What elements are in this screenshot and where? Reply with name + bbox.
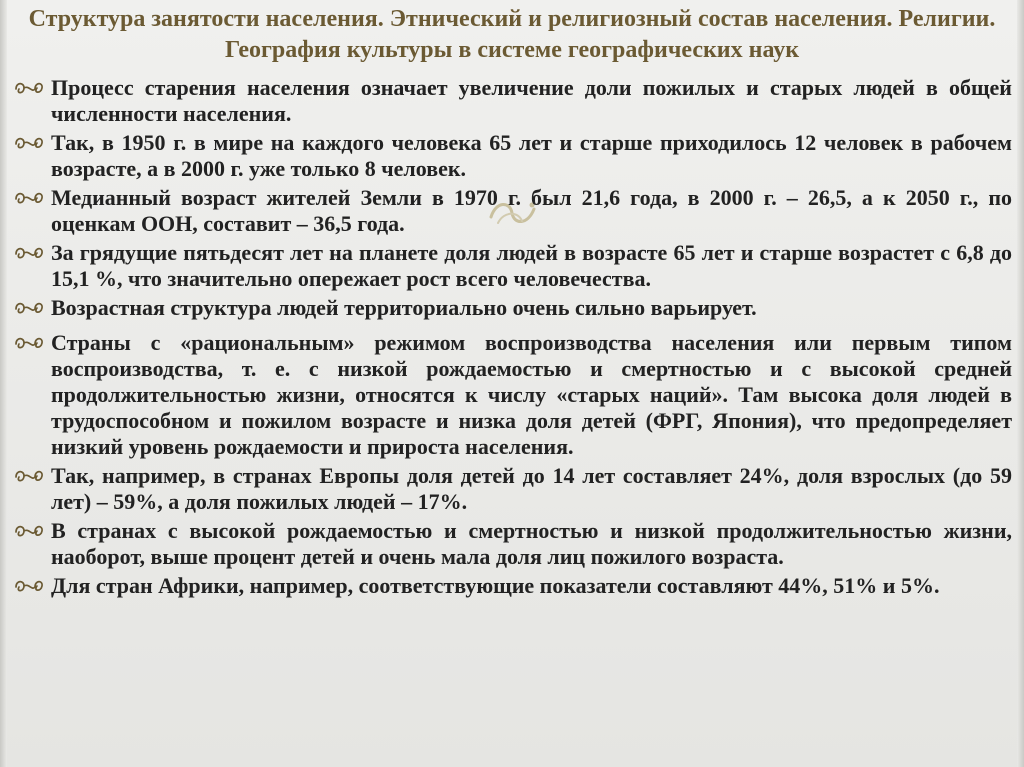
list-item bbox=[14, 75, 1012, 127]
scroll-flourish-icon bbox=[14, 135, 44, 151]
list-item bbox=[14, 463, 1012, 515]
list-item-text: Медианный возраст жителей Земли в 1970 г. был 21,6 года, в 2000 г. – 26,5, а к 2050 г., по оценкам ООН, составит – 36,5 года. bbox=[51, 185, 1012, 236]
slide-edge-right bbox=[1017, 0, 1024, 767]
list-item-text: Так, например, в странах Европы доля детей до 14 лет составляет 24%, доля взрослых (до 59 лет) – 59%, а доля пожилых людей – 17%. bbox=[51, 463, 1012, 514]
scroll-flourish-icon bbox=[14, 468, 44, 484]
bullet-list bbox=[14, 75, 1012, 602]
scroll-flourish-icon bbox=[14, 300, 44, 316]
list-item-text: Для стран Африки, например, соответствующие показатели составляют 44%, 51% и 5%. bbox=[51, 573, 940, 598]
list-item bbox=[14, 240, 1012, 292]
list-item bbox=[14, 130, 1012, 182]
slide-edge-left bbox=[0, 0, 7, 767]
slide-title: Структура занятости населения. Этнический и религиозный состав населения. Религии. География культуры в системе географических наук bbox=[28, 6, 996, 63]
list-item bbox=[14, 295, 1012, 321]
list-item-text: За грядущие пятьдесят лет на планете доля людей в возрасте 65 лет и старше возрастет с 6,8 до 15,1 %, что значительно опережает рост всего человечества. bbox=[51, 240, 1012, 291]
list-item bbox=[14, 185, 1012, 237]
scroll-flourish-icon bbox=[14, 335, 44, 351]
scroll-flourish-icon bbox=[14, 578, 44, 594]
list-item-text: В странах с высокой рождаемостью и смертностью и низкой продолжительностью жизни, наоборот, выше процент детей и очень мала доля лиц пожилого возраста. bbox=[51, 518, 1012, 569]
list-item bbox=[14, 330, 1012, 460]
scroll-flourish-icon bbox=[14, 245, 44, 261]
scroll-flourish-icon bbox=[14, 523, 44, 539]
list-item-text: Возрастная структура людей территориально очень сильно варьирует. bbox=[51, 295, 757, 320]
scroll-flourish-icon bbox=[14, 80, 44, 96]
list-item bbox=[14, 518, 1012, 570]
list-item-text: Процесс старения населения означает увеличение доли пожилых и старых людей в общей численности населения. bbox=[51, 75, 1012, 126]
scroll-flourish-icon bbox=[14, 190, 44, 206]
list-item-text: Так, в 1950 г. в мире на каждого человека 65 лет и старше приходилось 12 человек в рабочем возрасте, а в 2000 г. уже только 8 человек. bbox=[51, 130, 1012, 181]
list-item bbox=[14, 573, 1012, 599]
list-item-text: Страны с «рациональным» режимом воспроизводства населения или первым типом воспроизводства, т. е. с низкой рождаемостью и смертностью и с высокой средней продолжительностью жизни, относятся к числу «старых наций». Там высока доля людей в трудоспособном и пожилом возрасте и низка доля детей (ФРГ, Япония), что предопределяет низкий уровень рождаемости и прироста населения. bbox=[51, 330, 1012, 459]
